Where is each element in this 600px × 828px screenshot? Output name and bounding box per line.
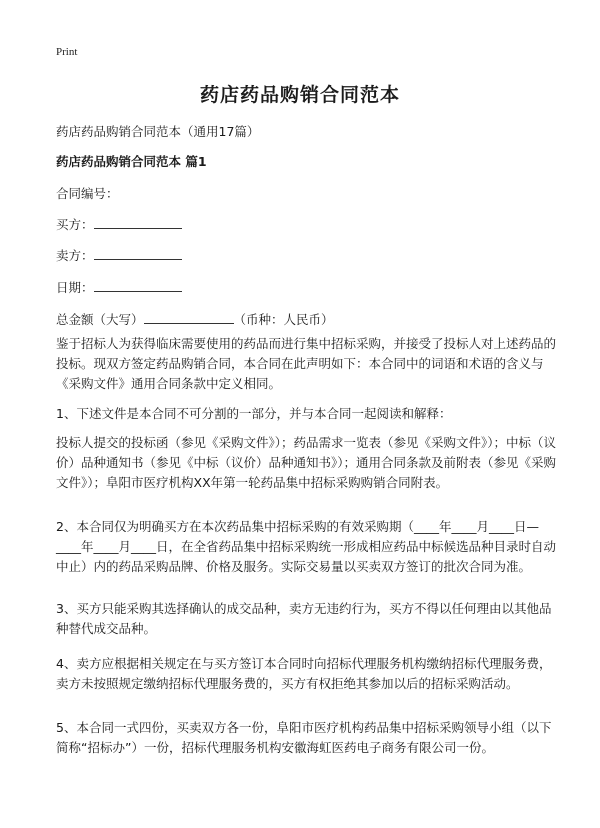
clause-1: 1、下述文件是本合同不可分割的一部分，并与本合同一起阅读和解释： [56, 406, 452, 421]
currency-label: （币种：人民币） [233, 312, 334, 327]
buyer-field [56, 215, 182, 233]
seller-field [56, 246, 182, 264]
date-field [56, 278, 182, 296]
amount-label: 总金额（大写） [56, 312, 144, 327]
print-label: Print [56, 46, 78, 58]
amount-field [56, 310, 334, 328]
buyer-label: 买方： [56, 217, 94, 232]
buyer-blank [94, 216, 182, 229]
contract-number-field [56, 184, 119, 202]
clause-5: 5、本合同一式四份，买卖双方各一份，阜阳市医疗机构药品集中招标采购领导小组（以下简称“招标办”）一份，招标代理服务机构安徽海虹医药电子商务有限公司一份。 [56, 720, 552, 755]
date-label: 日期： [56, 280, 94, 295]
document-title: 药店药品购销合同范本 [199, 84, 400, 106]
clause-2: 2、本合同仅为明确买方在本次药品集中招标采购的有效采购期（____年____月____日—____年____月____日，在全省药品集中招标采购统一形成相应药品中标候选品种目录时自动中止）内的药品采购品牌、价格及服务。实际交易量以买卖双方签订的批次合同为准。 [56, 519, 557, 574]
seller-label: 卖方： [56, 248, 94, 263]
clause-4: 4、卖方应根据相关规定在与买方签订本合同时向招标代理服务机构缴纳招标代理服务费，卖方未按照规定缴纳招标代理服务费的，买方有权拒绝其参加以后的招标采购活动。 [56, 656, 552, 691]
preamble-paragraph: 鉴于招标人为获得临床需要使用的药品而进行集中招标采购，并接受了投标人对上述药品的投标。现双方签定药品购销合同，本合同在此声明如下：本合同中的词语和术语的含义与《采购文件》通用合同条款中定义相同。 [56, 336, 557, 391]
document-subtitle: 药店药品购销合同范本（通用17篇） [56, 124, 260, 139]
clause-3: 3、买方只能采购其选择确认的成交品种，卖方无违约行为，买方不得以任何理由以其他品种替代成交品种。 [56, 601, 552, 636]
contract-number-label: 合同编号： [56, 186, 119, 201]
section-heading: 药店药品购销合同范本 篇1 [56, 154, 207, 169]
seller-blank [94, 247, 182, 260]
amount-blank [144, 311, 234, 324]
clause-1-documents: 投标人提交的投标函（参见《采购文件》）；药品需求一览表（参见《采购文件》）；中标（议价）品种通知书（参见《中标（议价）品种通知书》）；通用合同条款及前附表（参见《采购文件》）；阜阳市医疗机构XX年第一轮药品集中招标采购购销合同附表。 [56, 435, 557, 490]
date-blank [94, 279, 182, 292]
